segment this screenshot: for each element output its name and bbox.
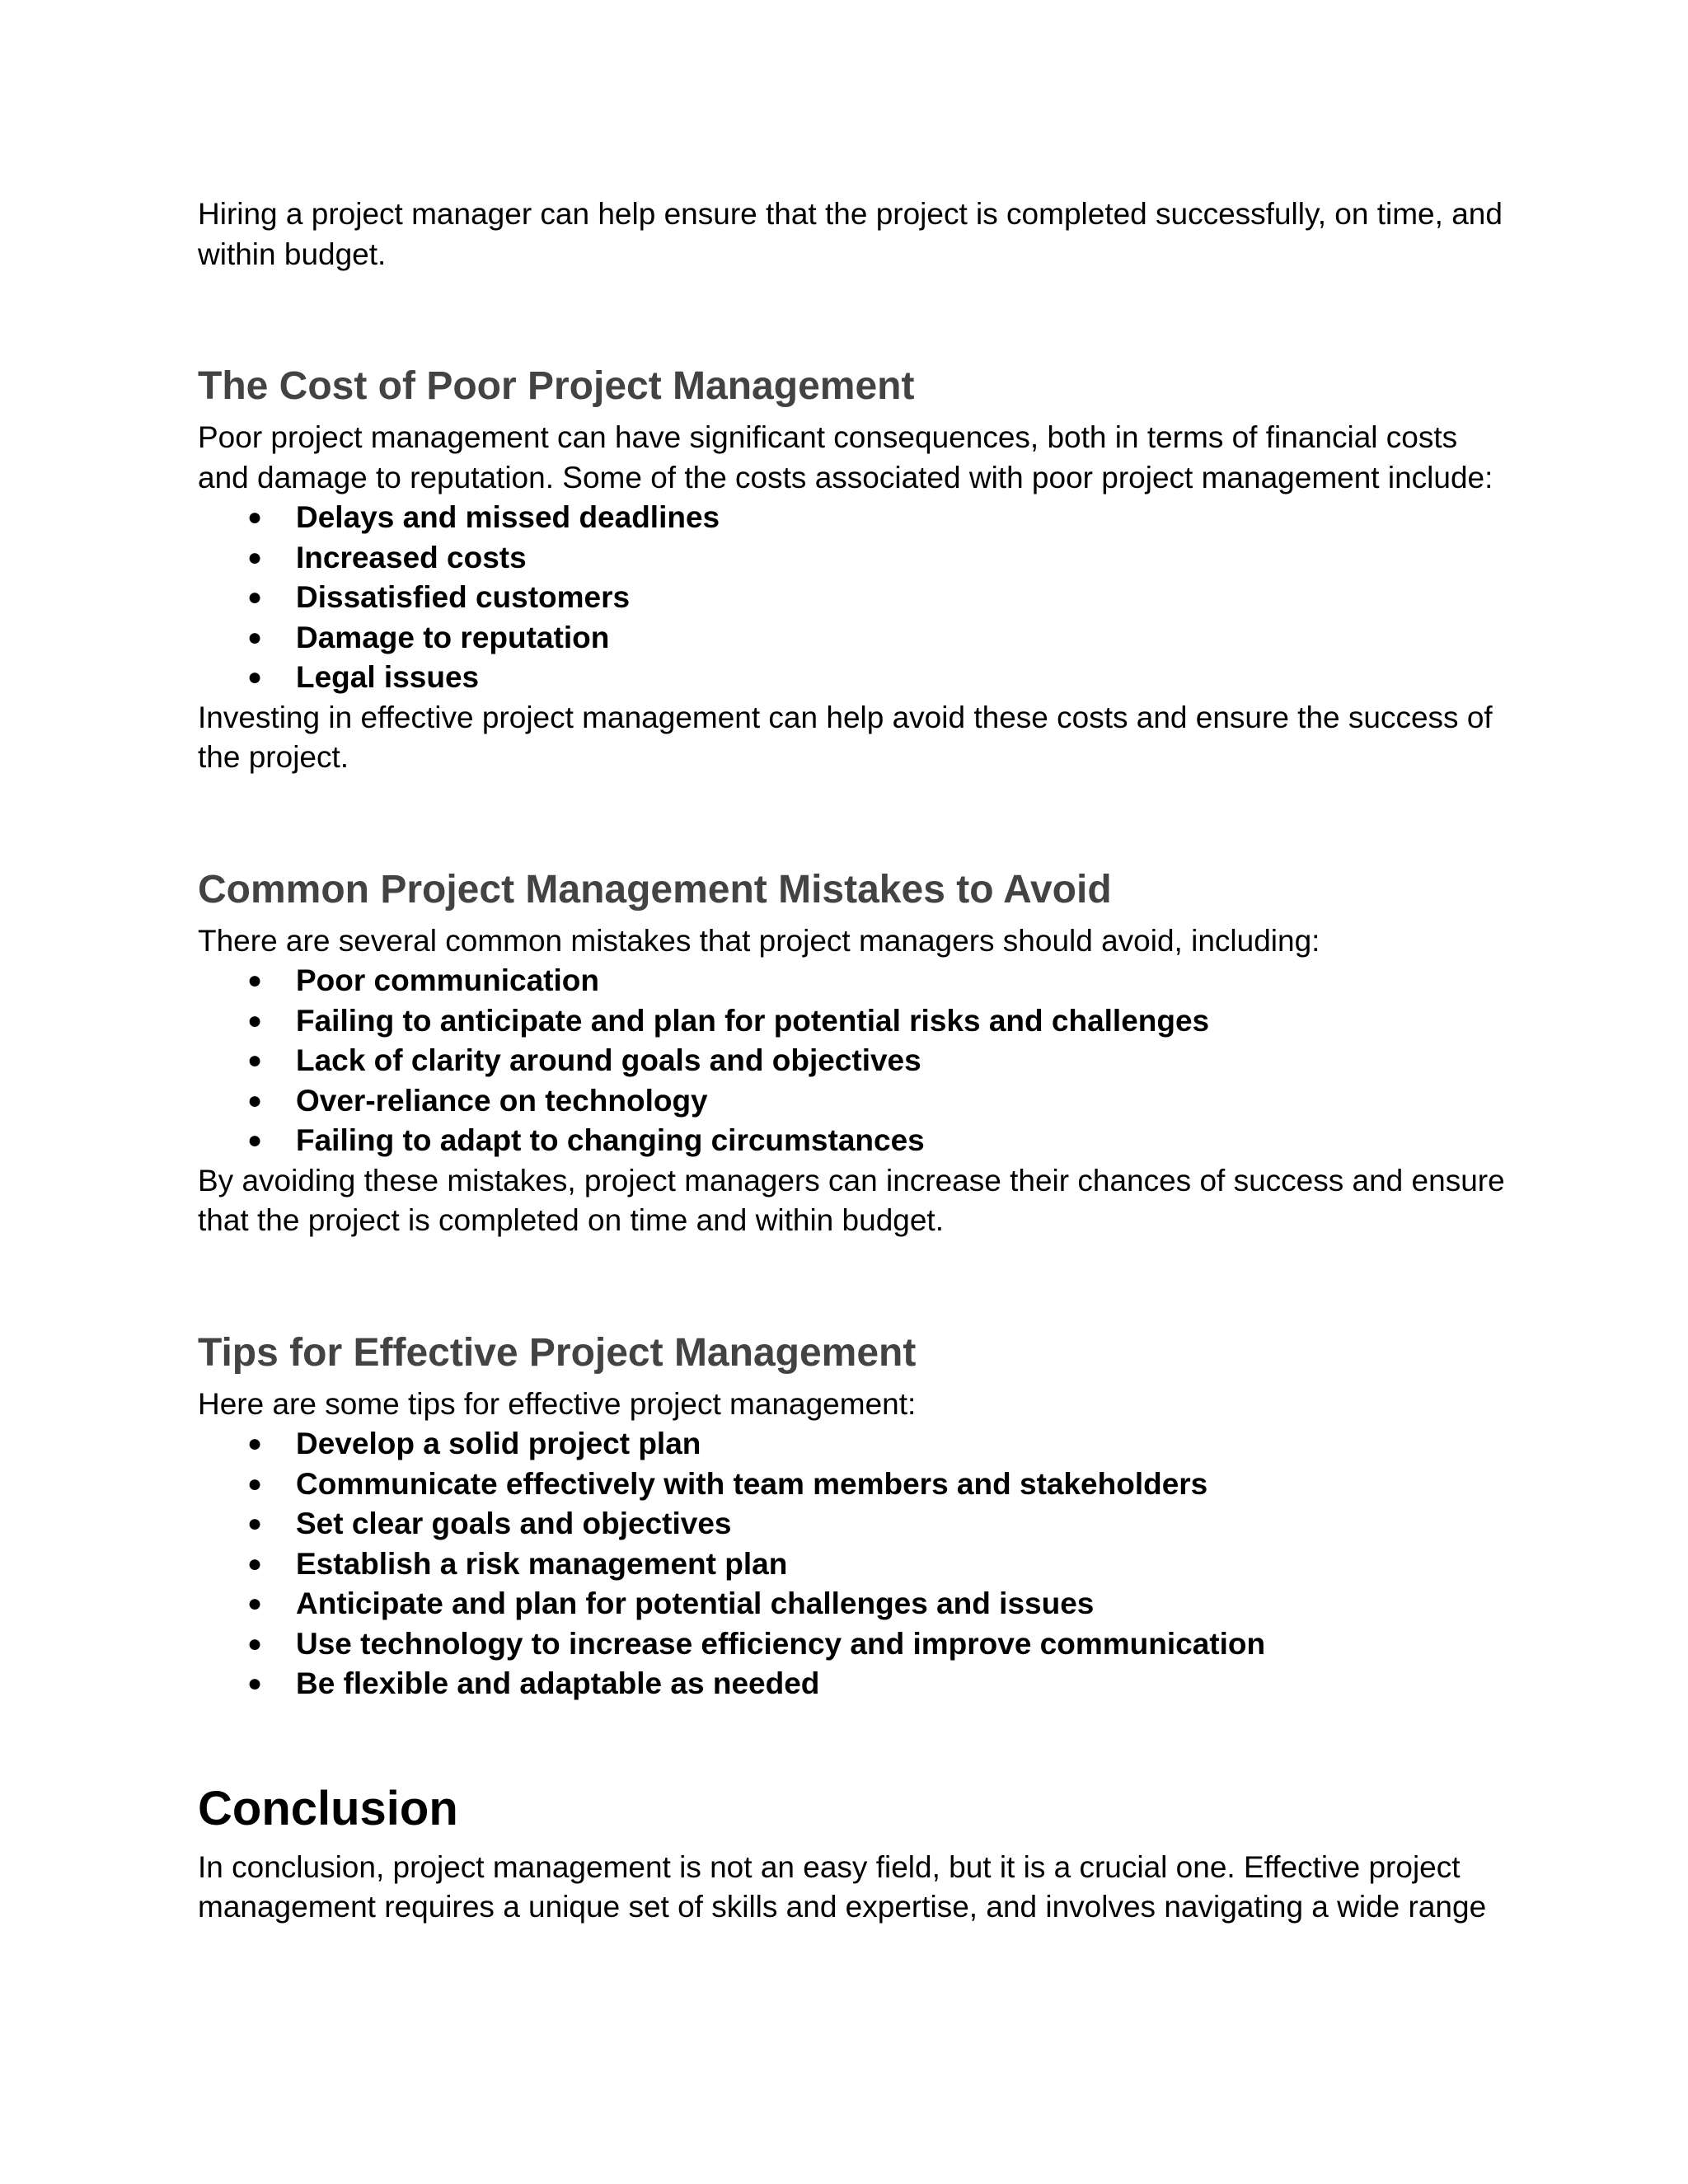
bullet-list bbox=[198, 1424, 1517, 1704]
bullet-icon: ● bbox=[247, 1629, 263, 1657]
list-item bbox=[198, 1584, 1517, 1624]
section-closing: Investing in effective project management can help avoid these costs and ensure the success of the project. bbox=[198, 700, 1493, 774]
bullet-list bbox=[198, 961, 1517, 1161]
bullet-icon: ● bbox=[247, 1047, 263, 1074]
list-item bbox=[198, 1624, 1517, 1665]
bullet-icon: ● bbox=[247, 1086, 263, 1114]
bullet-icon: ● bbox=[247, 663, 263, 691]
intro-paragraph: Hiring a project manager can help ensure that the project is completed successfully, on time, and within budget. bbox=[198, 197, 1503, 271]
list-item bbox=[198, 538, 1517, 579]
list-item bbox=[198, 498, 1517, 538]
list-item bbox=[198, 1504, 1517, 1544]
list-item-text: Set clear goals and objectives bbox=[296, 1507, 732, 1540]
bullet-icon: ● bbox=[247, 1510, 263, 1537]
list-item bbox=[198, 1424, 1517, 1465]
list-item bbox=[198, 1081, 1517, 1122]
list-item bbox=[198, 658, 1517, 698]
list-item-text: Over-reliance on technology bbox=[296, 1083, 708, 1118]
bullet-icon: ● bbox=[247, 504, 263, 531]
bullet-icon: ● bbox=[247, 543, 263, 571]
list-item bbox=[198, 578, 1517, 618]
section-common-mistakes bbox=[198, 865, 1517, 1241]
bullet-icon: ● bbox=[247, 1430, 263, 1457]
list-item-text: Delays and missed deadlines bbox=[296, 500, 720, 534]
list-item-text: Legal issues bbox=[296, 660, 480, 694]
list-item-text: Develop a solid project plan bbox=[296, 1427, 701, 1460]
list-item-text: Use technology to increase efficiency and improve communication bbox=[296, 1626, 1266, 1661]
bullet-icon: ● bbox=[247, 967, 263, 994]
list-item bbox=[198, 961, 1517, 1001]
section-lead: Here are some tips for effective project management: bbox=[198, 1386, 917, 1421]
section-heading: Tips for Effective Project Management bbox=[198, 1330, 917, 1375]
list-item bbox=[198, 1121, 1517, 1161]
section-conclusion bbox=[198, 1780, 1517, 1928]
bullet-icon: ● bbox=[247, 1670, 263, 1697]
list-item bbox=[198, 1544, 1517, 1585]
list-item-text: Damage to reputation bbox=[296, 620, 610, 654]
list-item-text: Establish a risk management plan bbox=[296, 1546, 788, 1581]
list-item bbox=[198, 1664, 1517, 1704]
list-item-text: Anticipate and plan for potential challenges and issues bbox=[296, 1586, 1095, 1620]
document-body bbox=[198, 194, 1517, 1928]
section-tips bbox=[198, 1329, 1517, 1704]
section-heading: Common Project Management Mistakes to Avoid bbox=[198, 867, 1112, 912]
section-heading: The Cost of Poor Project Management bbox=[198, 364, 915, 408]
list-item bbox=[198, 1465, 1517, 1505]
list-item-text: Failing to anticipate and plan for potential risks and challenges bbox=[296, 1003, 1210, 1038]
bullet-icon: ● bbox=[247, 1590, 263, 1617]
conclusion-heading: Conclusion bbox=[198, 1781, 458, 1835]
list-item-text: Lack of clarity around goals and objectives bbox=[296, 1043, 921, 1077]
list-item-text: Increased costs bbox=[296, 540, 527, 574]
list-item-text: Poor communication bbox=[296, 963, 599, 997]
bullet-icon: ● bbox=[247, 1127, 263, 1154]
bullet-icon: ● bbox=[247, 1549, 263, 1577]
section-cost-of-poor-pm bbox=[198, 362, 1517, 778]
list-item-text: Communicate effectively with team members and stakeholders bbox=[296, 1466, 1208, 1501]
conclusion-paragraph: In conclusion, project management is not an easy field, but it is a crucial one. Effective project management requires a unique set of skills and expertise, and involves navigating a wide range bbox=[198, 1849, 1487, 1924]
section-lead: There are several common mistakes that project managers should avoid, including: bbox=[198, 923, 1320, 958]
section-lead: Poor project management can have significant consequences, both in terms of financial costs and damage to reputation. Some of the costs associated with poor project management include: bbox=[198, 420, 1493, 494]
bullet-icon: ● bbox=[247, 583, 263, 611]
section-closing: By avoiding these mistakes, project managers can increase their chances of success and ensure that the project is completed on time and within budget. bbox=[198, 1163, 1505, 1237]
list-item bbox=[198, 1001, 1517, 1042]
list-item-text: Be flexible and adaptable as needed bbox=[296, 1666, 820, 1700]
list-item bbox=[198, 618, 1517, 658]
bullet-icon: ● bbox=[247, 623, 263, 651]
bullet-list bbox=[198, 498, 1517, 698]
list-item-text: Dissatisfied customers bbox=[296, 580, 631, 614]
bullet-icon: ● bbox=[247, 1006, 263, 1034]
list-item-text: Failing to adapt to changing circumstances bbox=[296, 1123, 925, 1157]
bullet-icon: ● bbox=[247, 1469, 263, 1497]
list-item bbox=[198, 1041, 1517, 1081]
